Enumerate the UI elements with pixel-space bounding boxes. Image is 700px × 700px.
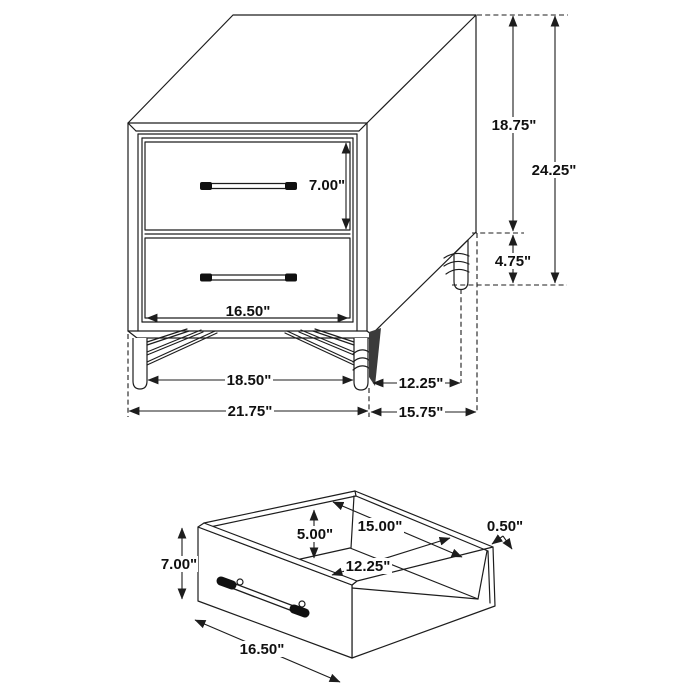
dim-line-panel-thickness	[492, 536, 503, 544]
dim-label-inner-depth: 12.25"	[345, 558, 391, 575]
drawer-detail-view	[160, 491, 523, 682]
side-leg-shadow	[369, 328, 381, 386]
drawer-front-panel	[198, 523, 357, 658]
drawer-2-handle	[200, 274, 297, 282]
dim-line-panel-thickness	[503, 536, 512, 549]
handle-end-cap	[221, 581, 232, 585]
handle-end-cap	[200, 182, 212, 190]
dim-label-inner-width: 15.00"	[357, 518, 403, 535]
rear-right-leg	[444, 240, 469, 290]
dim-label-front-height: 7.00"	[160, 556, 198, 573]
dim-label-panel-thickness: 0.50"	[486, 518, 524, 535]
dim-label-front-width: 16.50"	[239, 641, 285, 658]
dim-label-drawer-face-height: 7.00"	[308, 177, 346, 194]
handle-end-cap	[200, 274, 212, 282]
dim-label-overall-width: 21.75"	[227, 403, 273, 420]
handle-end-cap	[285, 274, 297, 282]
dim-label-side-leg-spacing: 12.25"	[398, 375, 444, 392]
dim-label-upper-section-height: 18.75"	[491, 117, 537, 134]
handle-end-cap	[285, 182, 297, 190]
nightstand-view	[128, 15, 578, 421]
dim-label-front-leg-spacing: 18.50"	[226, 372, 272, 389]
dim-label-overall-height: 24.25"	[531, 162, 577, 179]
drawer-1-handle	[200, 182, 297, 190]
handle-end-cap	[294, 609, 305, 613]
dim-label-drawer-width: 16.50"	[225, 303, 271, 320]
front-right-leg	[285, 328, 381, 390]
dim-label-inner-height: 5.00"	[296, 526, 334, 543]
dim-label-overall-depth: 15.75"	[398, 404, 444, 421]
dim-label-leg-height: 4.75"	[494, 253, 532, 270]
nightstand-top-panel	[128, 15, 476, 131]
